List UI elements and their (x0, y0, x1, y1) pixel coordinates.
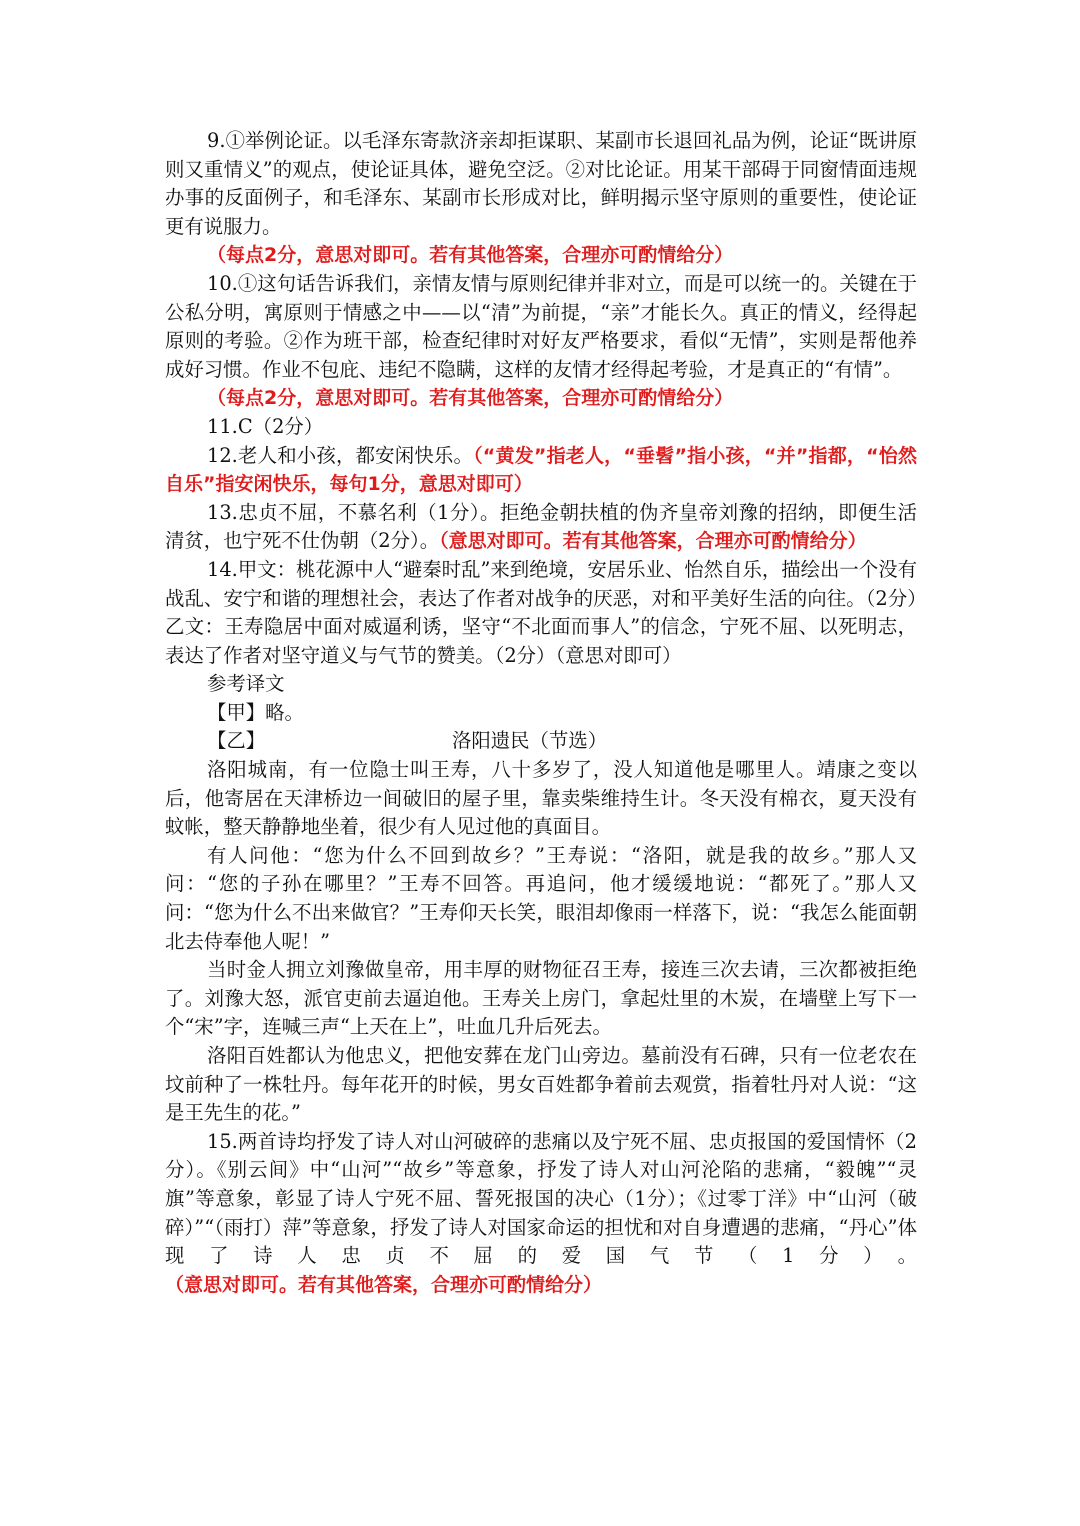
translation-paragraph-text: 当时金人拥立刘豫做皇帝，用丰厚的财物征召王寿，接连三次去请，三次都被拒绝了。刘豫大怒，派官吏前去逼迫他。王寿关上房门，拿起灶里的木炭，在墙壁上写下一个“宋”字，连喊三声“上天在上”，吐血几升后死去。 (165, 958, 917, 1039)
answer-10-text: 10.①这句话告诉我们，亲情友情与原则纪律并非对立，而是可以统一的。关键在于公私分明，寓原则于情感之中——以“清”为前提，“亲”才能长久。真正的情义，经得起原则的考验。②作为班干部，检查纪律时对好友严格要求，看似“无情”，实则是帮他养成好习惯。作业不包庇、违纪不隐瞒，这样的友情才经得起考验，才是真正的“有情”。 (165, 271, 917, 381)
answer-14-text: 14.甲文：桃花源中人“避秦时乱”来到绝境，安居乐业、怡然自乐，描绘出一个没有战乱、安宁和谐的理想社会，表达了作者对战争的厌恶，对和平美好生活的向往。（2分）乙文：王寿隐居中面对威逼利诱，坚守“不北面而事人”的信念，宁死不屈、以死明志，表达了作者对坚守道义与气节的赞美。（2分）（意思对即可） (165, 557, 917, 667)
translation-jia-mark: 【甲】 (207, 700, 266, 724)
answer-key-page (165, 127, 917, 1299)
answer-10-score-note: （每点2分，意思对即可。若有其他答案，合理亦可酌情给分） (207, 387, 734, 410)
answer-12-score-note: （“黄发”指老人，“垂髫”指小孩，“并”指都，“怡然自乐”指安闲快乐，每句1分，意思对即可） (165, 444, 917, 496)
translation-yi-title: 洛阳遗民（节选） (452, 729, 608, 753)
answer-9 (165, 127, 917, 241)
answer-13-score-note: （意思对即可。若有其他答案，合理亦可酌情给分） (439, 530, 867, 553)
answer-15 (165, 1128, 917, 1300)
translation-yi-mark: 【乙】 (207, 729, 266, 753)
answer-11 (165, 413, 917, 442)
answer-13-text: 13.忠贞不屈，不慕名利（1分）。拒绝金朝扶植的伪齐皇帝刘豫的招纳，即便生活清贫，也宁死不仕伪朝（2分）。 (165, 500, 917, 553)
answer-12 (165, 442, 917, 499)
translation-paragraph-text: 洛阳百姓都认为他忠义，把他安葬在龙门山旁边。墓前没有石碑，只有一位老农在坟前种了一株牡丹。每年花开的时候，男女百姓都争着前去观赏，指着牡丹对人说：“这是王先生的花。” (165, 1044, 917, 1125)
answer-9-text: 9.①举例论证。以毛泽东寄款济亲却拒谋职、某副市长退回礼品为例，论证“既讲原则又重情义”的观点，使论证具体，避免空泛。②对比论证。用某干部碍于同窗情面违规办事的反面例子，和毛泽东、某副市长形成对比，鲜明揭示坚守原则的重要性，使论证更有说服力。 (165, 129, 917, 238)
translation-heading-row (165, 670, 917, 699)
translation-jia-text: 略。 (265, 700, 304, 724)
answer-15-score-note: （意思对即可。若有其他答案，合理亦可酌情给分） (165, 1273, 603, 1296)
translation-paragraph (165, 756, 917, 842)
answer-13 (165, 499, 917, 556)
answer-9-score-note-row (165, 241, 917, 270)
answer-14 (165, 556, 917, 670)
answer-15-text: 15.两首诗均抒发了诗人对山河破碎的悲痛以及宁死不屈、忠贞报国的爱国情怀（2分）。《别云间》中“山河”“故乡”等意象，抒发了诗人对山河沦陷的悲痛，“毅魄”“灵旗”等意象，彰显了诗人宁死不屈、誓死报国的决心（1分）；《过零丁洋》中“山河（破碎）”“（雨打）萍”等意象，抒发了诗人对国家命运的担忧和对自身遭遇的悲痛，“丹心”体现了诗人忠贞不屈的爱国气节（1分）。 (165, 1129, 917, 1268)
answer-11-text: 11.C（2分） (207, 414, 324, 438)
translation-paragraph (165, 842, 917, 956)
translation-paragraph (165, 1042, 917, 1128)
answer-9-score-note: （每点2分，意思对即可。若有其他答案，合理亦可酌情给分） (207, 244, 734, 267)
answer-12-text: 12.老人和小孩，都安闲快乐。 (207, 443, 474, 467)
translation-jia (165, 699, 917, 728)
answer-10-score-note-row (165, 384, 917, 413)
translation-heading: 参考译文 (207, 672, 285, 696)
answer-10 (165, 270, 917, 384)
translation-paragraph-text: 有人问他：“您为什么不回到故乡？”王寿说：“洛阳，就是我的故乡。”那人又问：“您的子孙在哪里？”王寿不回答。再追问，他才缓缓地说：“都死了。”那人又问：“您为什么不出来做官？”王寿仰天长笑，眼泪却像雨一样落下，说：“我怎么能面朝北去侍奉他人呢！” (165, 843, 917, 953)
translation-yi-title-row (165, 727, 917, 756)
translation-paragraph (165, 956, 917, 1042)
translation-paragraph-text: 洛阳城南，有一位隐士叫王寿，八十多岁了，没人知道他是哪里人。靖康之变以后，他寄居在天津桥边一间破旧的屋子里，靠卖柴维持生计。冬天没有棉衣，夏天没有蚊帐，整天静静地坐着，很少有人见过他的真面目。 (165, 758, 917, 839)
